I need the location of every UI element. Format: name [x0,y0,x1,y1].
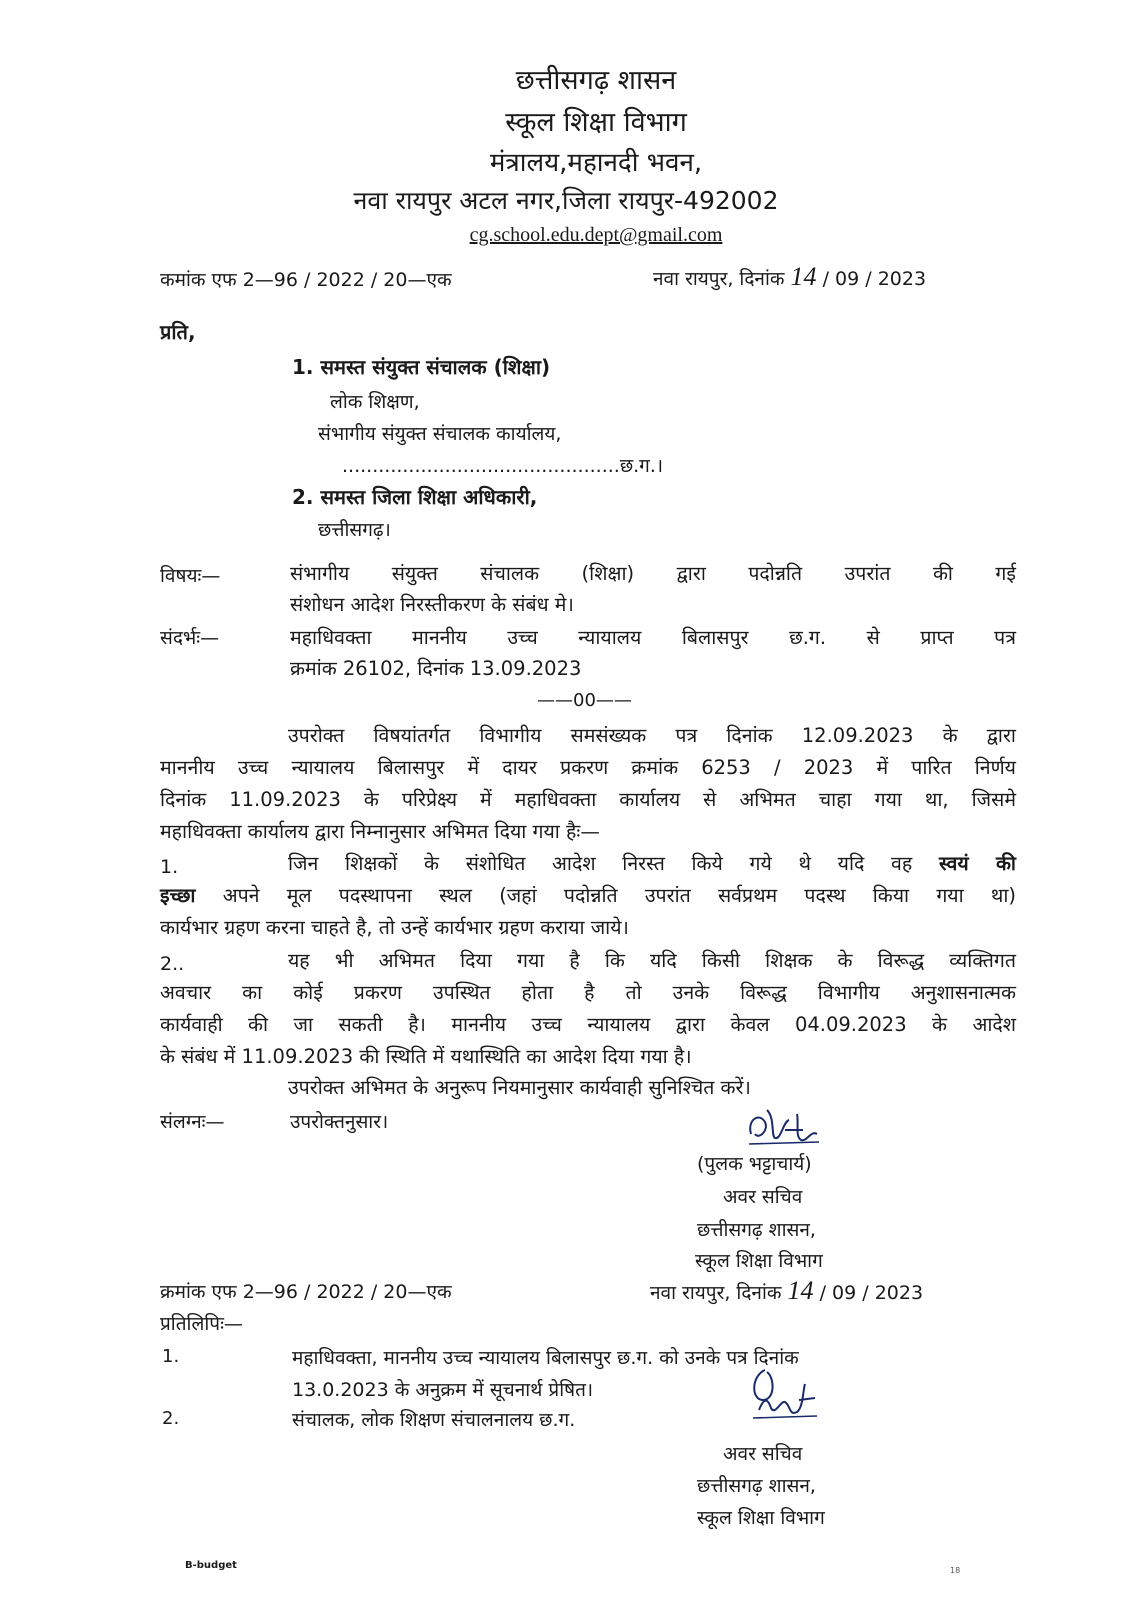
footer-code: B-budget [185,1560,237,1571]
letter-place-date [653,262,926,292]
copy-date-prefix: नवा रायपुर, दिनांक [650,1282,782,1304]
copy-place-date [650,1276,923,1306]
copy-date-month-year: / 09 / 2023 [819,1282,924,1304]
signatory-2-org-1: छत्तीसगढ़ शासन, [697,1475,816,1497]
copy-item-2-text: संचालक, लोक शिक्षण संचालनालय छ.ग. [292,1409,576,1431]
signature-2 [745,1360,825,1424]
point-2-number: 2.. [160,953,185,975]
letter-date-month-year: / 09 / 2023 [822,268,927,290]
body-line-2: माननीय उच्च न्यायालय बिलासपुर में दायर प्रकरण क्रमांक 6253 / 2023 में पारित निर्णय [160,756,1016,779]
body-line-3: दिनांक 11.09.2023 के परिप्रेक्ष्य में महाधिवक्ता कार्यालय से अभिमत चाहा गया था, जिसमे [160,788,1016,811]
reference-line-1: महाधिवक्ता माननीय उच्च न्यायालय बिलासपुर छ.ग. से प्राप्त पत्र [290,626,1016,649]
signatory-designation: अवर सचिव [723,1186,803,1208]
letterhead-department: स्कूल शिक्षा विभाग [505,107,687,138]
addressee-2-title: 2. समस्त जिला शिक्षा अधिकारी, [292,485,538,509]
letterhead-building: मंत्रालय,महानदी भवन, [489,148,703,178]
section-separator: ——00—— [537,690,632,711]
signatory-2-designation: अवर सचिव [723,1443,803,1465]
letterhead-address: नवा रायपुर अटल नगर,जिला रायपुर-492002 [353,186,779,215]
subject-label: विषयः— [160,565,221,587]
copy-number: क्रमांक एफ 2—96 / 2022 / 20—एक [160,1281,452,1303]
letter-date-day-handwritten: 14 [790,262,817,291]
copy-item-1-line-2: 13.0.2023 के अनुक्रम में सूचनार्थ प्रेषित। [292,1379,594,1401]
addressee-1-line2: लोक शिक्षण, [330,391,420,413]
point-1-line-2-text: अपने मूल पदस्थापना स्थल (जहां पदोन्नति उपरांत सर्वप्रथम पदस्थ किया गया था) [222,884,1016,907]
copy-item-1-line-1: महाधिवक्ता, माननीय उच्च न्यायालय बिलासपुर छ.ग. को उनके पत्र दिनांक [292,1347,799,1369]
point-1-line-1-bold: स्वयं की [938,852,1016,875]
point-1-line-1 [160,848,1016,880]
addressee-2-line2: छत्तीसगढ़। [318,519,391,541]
point-2-line-1: यह भी अभिमत दिया गया है कि यदि किसी शिक्षक के विरूद्ध व्यक्तिगत [288,949,1016,972]
reference-line-2: क्रमांक 26102, दिनांक 13.09.2023 [290,657,582,680]
point-1-number: 1. [160,856,179,878]
letter-number: कमांक एफ 2—96 / 2022 / 20—एक [160,269,452,291]
subject-line-1: संभागीय संयुक्त संचालक (शिक्षा) द्वारा पदोन्नति उपरांत की गई [290,562,1016,585]
reference-label: संदर्भः— [160,627,220,649]
signatory-org-1: छत्तीसगढ़ शासन, [697,1219,816,1241]
point-2-line-2: अवचार का कोई प्रकरण उपस्थित होता है तो उनके विरूद्ध विभागीय अनुशासनात्मक [160,981,1016,1004]
body-line-4: महाधिवक्ता कार्यालय द्वारा निम्नानुसार अभिमत दिया गया हैः— [160,820,600,843]
addressee-1-title: 1. समस्त संयुक्त संचालक (शिक्षा) [292,355,551,379]
point-1-line-1-text: जिन शिक्षकों के संशोधित आदेश निरस्त किये गये थे यदि वह [288,852,913,875]
letterhead-email[interactable]: cg.school.edu.dept@gmail.com [469,224,723,246]
subject-text [290,558,1016,620]
point-1-line-2-bold: इच्छा [160,884,196,907]
point-2-line-4: के संबंध में 11.09.2023 की स्थिति में यथास्थिति का आदेश दिया गया है। [160,1045,692,1068]
point-2-line-3: कार्यवाही की जा सकती है। माननीय उच्च न्यायालय द्वारा केवल 04.09.2023 के आदेश [160,1013,1016,1036]
enclosure-text: उपरोक्तनुसार। [290,1111,389,1133]
to-label: प्रति, [160,320,196,344]
closing-instruction: उपरोक्त अभिमत के अनुरूप नियमानुसार कार्यवाही सुनिश्चित करें। [288,1076,751,1099]
point-1-text [160,848,1016,944]
letter-date-prefix: नवा रायपुर, दिनांक [653,268,785,290]
signature-1 [745,1100,825,1150]
body-paragraph-1 [160,720,1016,848]
point-2-text [160,945,1016,1073]
signatory-2-org-2: स्कूल शिक्षा विभाग [697,1507,825,1529]
addressee-1-line3: संभागीय संयुक्त संचालक कार्यालय, [318,423,562,445]
enclosure-label: संलग्नः— [160,1111,225,1133]
copy-item-1-number: 1. [162,1346,180,1367]
point-1-line-2 [160,880,1016,912]
body-line-1: उपरोक्त विषयांतर्गत विभागीय समसंख्यक पत्र दिनांक 12.09.2023 के द्वारा [288,724,1016,747]
footer-page-number: 18 [950,1566,961,1575]
letterhead-government: छत्तीसगढ़ शासन [515,65,677,96]
copy-label: प्रतिलिपिः— [160,1313,243,1335]
signatory-org-2: स्कूल शिक्षा विभाग [695,1250,823,1272]
subject-line-2: संशोधन आदेश निरस्तीकरण के संबंध मे। [290,593,574,616]
point-1-line-3: कार्यभार ग्रहण करना चाहते है, तो उन्हें कार्यभार ग्रहण कराया जाये। [160,916,629,939]
addressee-1-line4: ..............................................छ.ग.। [342,455,664,477]
copy-item-2-number: 2. [162,1408,180,1429]
signatory-name: (पुलक भट्टाचार्य) [697,1153,812,1175]
copy-date-day-handwritten: 14 [787,1276,814,1305]
reference-text [290,622,1016,684]
